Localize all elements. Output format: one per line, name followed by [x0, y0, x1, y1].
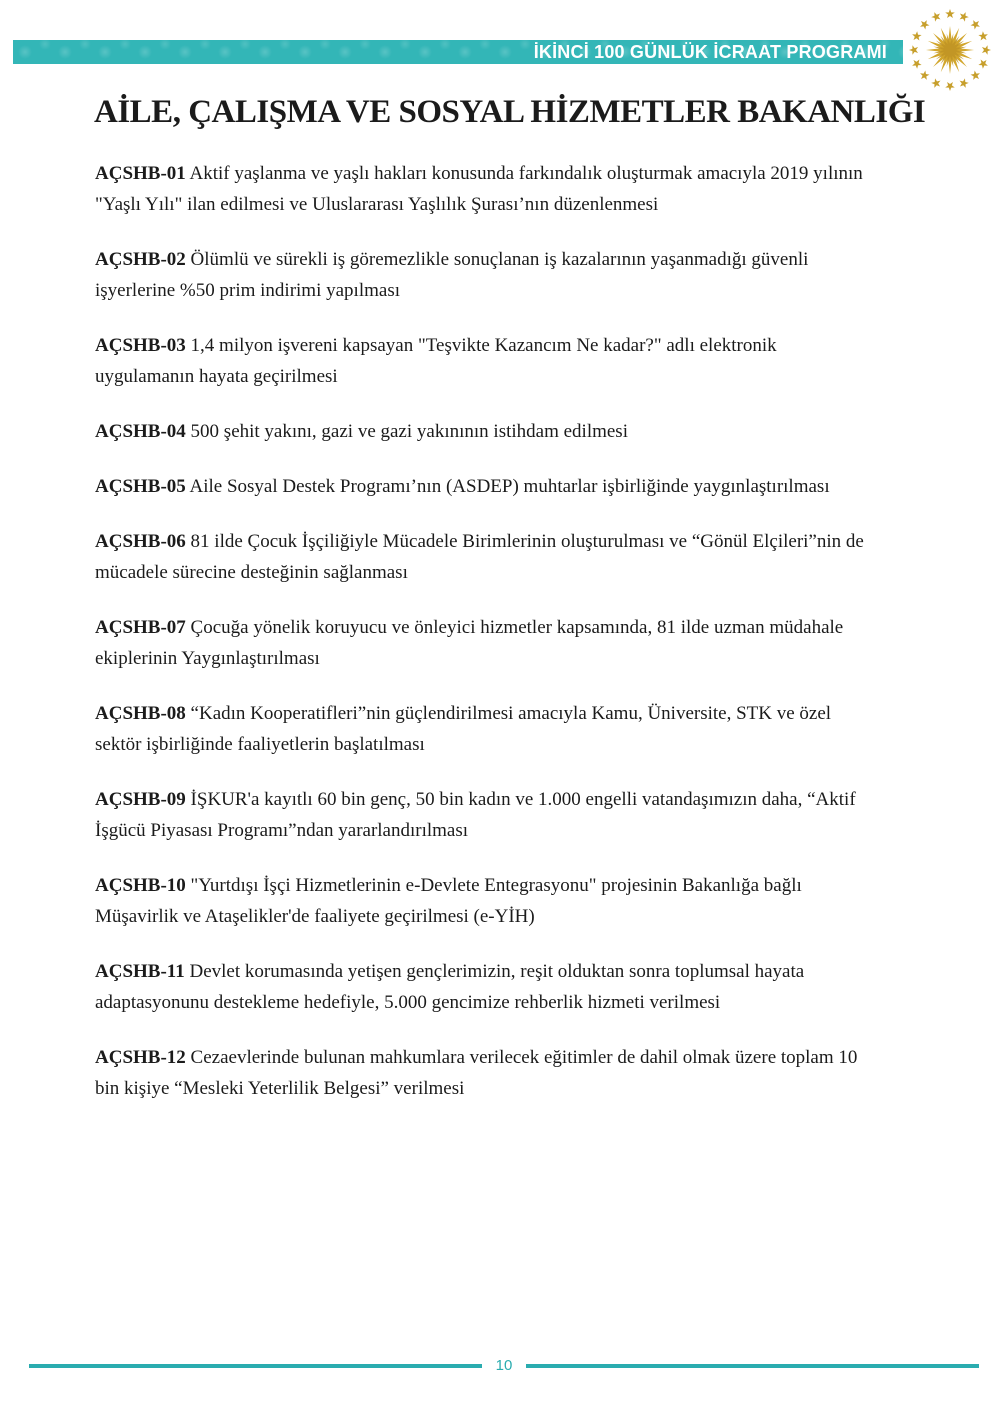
- item-text: "Yurtdışı İşçi Hizmetlerinin e-Devlete Entegrasyonu" projesinin Bakanlığa bağlı Müşavirlik ve Ataşelikler'de faaliyete geçirilmesi (e-YİH): [95, 875, 802, 927]
- program-item-09: [95, 784, 873, 846]
- program-item-10: [95, 870, 873, 932]
- item-code: AÇSHB-03: [95, 335, 186, 356]
- program-item-06: [95, 526, 873, 588]
- program-item-01: [95, 158, 873, 220]
- item-text: Ölümlü ve sürekli iş göremezlikle sonuçlanan iş kazalarının yaşanmadığı güvenli işyerlerine %50 prim indirimi yapılması: [95, 249, 809, 301]
- header-banner: [13, 40, 903, 64]
- item-code: AÇSHB-10: [95, 875, 186, 896]
- item-text: Çocuğa yönelik koruyucu ve önleyici hizmetler kapsamında, 81 ilde uzman müdahale ekiplerinin Yaygınlaştırılması: [95, 617, 844, 669]
- item-text: Aktif yaşlanma ve yaşlı hakları konusunda farkındalık oluşturmak amacıyla 2019 yılının "Yaşlı Yılı" ilan edilmesi ve Uluslararası Yaşlılık Şurası’nın düzenlenmesi: [95, 163, 863, 215]
- item-text: Cezaevlerinde bulunan mahkumlara verilecek eğitimler de dahil olmak üzere toplam 10 bin kişiye “Mesleki Yeterlilik Belgesi” verilmesi: [95, 1047, 858, 1099]
- item-code: AÇSHB-11: [95, 961, 185, 982]
- item-code: AÇSHB-04: [95, 421, 186, 442]
- item-text: Aile Sosyal Destek Programı’nın (ASDEP) muhtarlar işbirliğinde yaygınlaştırılması: [189, 476, 830, 497]
- item-code: AÇSHB-07: [95, 617, 186, 638]
- presidential-seal-icon: [900, 0, 1000, 100]
- banner-title: İKİNCİ 100 GÜNLÜK İCRAAT PROGRAMI: [533, 41, 887, 62]
- program-item-03: [95, 330, 873, 392]
- program-item-04: [95, 416, 873, 447]
- program-item-07: [95, 612, 873, 674]
- page-title: AİLE, ÇALIŞMA VE SOSYAL HİZMETLER BAKANLIĞI: [94, 94, 926, 130]
- page-number: 10: [495, 1357, 513, 1374]
- item-code: AÇSHB-09: [95, 789, 186, 810]
- footer-rule-right: [526, 1364, 979, 1368]
- item-text: Devlet korumasında yetişen gençlerimizin, reşit olduktan sonra toplumsal hayata adaptasyonunu destekleme hedefiyle, 5.000 gencimize rehberlik hizmeti verilmesi: [95, 961, 805, 1013]
- item-code: AÇSHB-06: [95, 531, 186, 552]
- item-code: AÇSHB-02: [95, 249, 186, 270]
- program-item-05: [95, 471, 873, 502]
- program-item-12: [95, 1042, 873, 1104]
- footer-rule-left: [29, 1364, 482, 1368]
- item-text: 500 şehit yakını, gazi ve gazi yakınının istihdam edilmesi: [190, 421, 628, 442]
- item-code: AÇSHB-01: [95, 163, 186, 184]
- program-item-11: [95, 956, 873, 1018]
- item-code: AÇSHB-05: [95, 476, 186, 497]
- program-item-02: [95, 244, 873, 306]
- footer: [29, 1358, 979, 1374]
- item-code: AÇSHB-08: [95, 703, 186, 724]
- item-text: 81 ilde Çocuk İşçiliğiyle Mücadele Birimlerinin oluşturulması ve “Gönül Elçileri”nin de mücadele sürecine desteğinin sağlanması: [95, 531, 864, 583]
- program-list: [95, 158, 873, 1128]
- item-text: İŞKUR'a kayıtlı 60 bin genç, 50 bin kadın ve 1.000 engelli vatandaşımızın daha, “Aktif İşgücü Piyasası Programı”ndan yararlandırılması: [95, 789, 856, 841]
- item-text: 1,4 milyon işvereni kapsayan "Teşvikte Kazancım Ne kadar?" adlı elektronik uygulamanın hayata geçirilmesi: [95, 335, 777, 387]
- item-text: “Kadın Kooperatifleri”nin güçlendirilmesi amacıyla Kamu, Üniversite, STK ve özel sektör işbirliğinde faaliyetlerin başlatılması: [95, 703, 832, 755]
- program-item-08: [95, 698, 873, 760]
- item-code: AÇSHB-12: [95, 1047, 186, 1068]
